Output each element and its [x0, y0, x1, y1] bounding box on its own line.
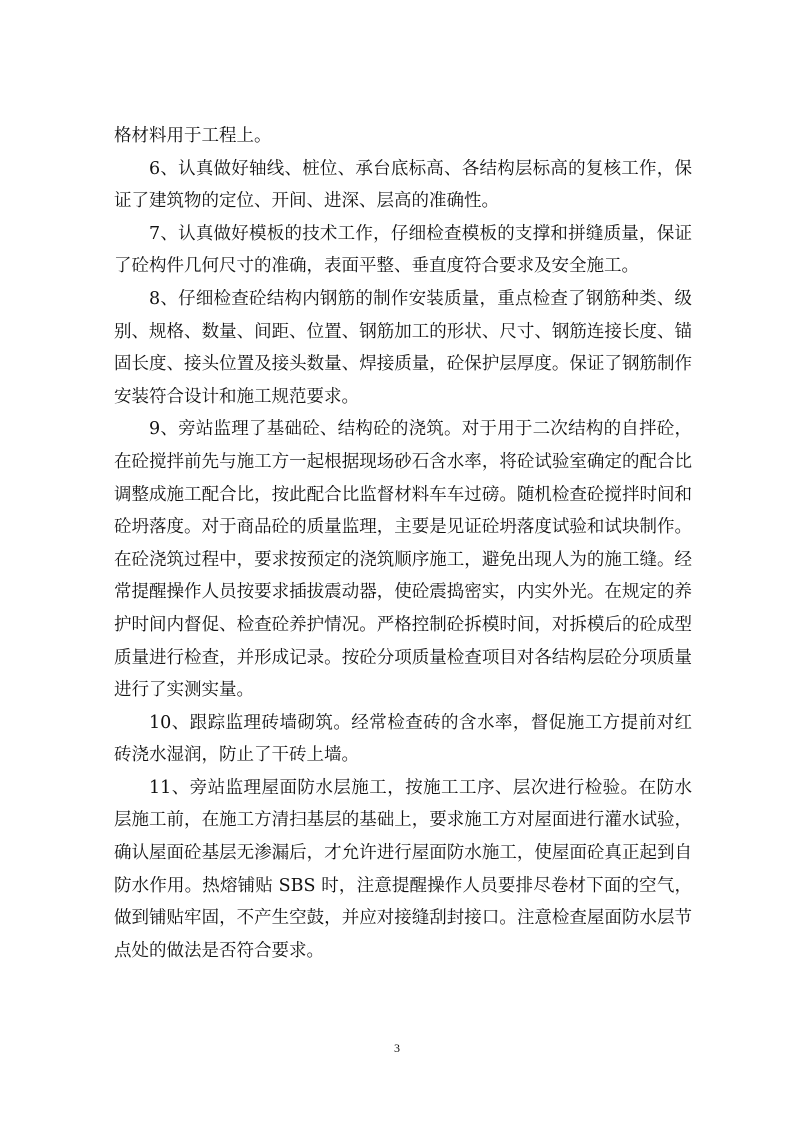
- paragraph-item-9: 9、旁站监理了基础砼、结构砼的浇筑。对于用于二次结构的自拌砼，在砼搅拌前先与施工方一起根据现场砂石含水率，将砼试验室确定的配合比调整成施工配合比，按此配合比监督材料车车过磅。随机检查砼搅拌时间和砼坍落度。对于商品砼的质量监理，主要是见证砼坍落度试验和试块制作。在砼浇筑过程中，要求按预定的浇筑顺序施工，避免出现人为的施工缝。经常提醒操作人员按要求插拔震动器，使砼震捣密实，内实外光。在规定的养护时间内督促、检查砼养护情况。严格控制砼拆模时间，对拆模后的砼成型质量进行检查，并形成记录。按砼分项质量检查项目对各结构层砼分项质量进行了实测实量。: [114, 419, 692, 701]
- paragraph-item-8: 8、仔细检查砼结构内钢筋的制作安装质量，重点检查了钢筋种类、级别、规格、数量、间距、位置、钢筋加工的形状、尺寸、钢筋连接长度、锚固长度、接头位置及接头数量、焊接质量，砼保护层厚度。保证了钢筋制作安装符合设计和施工规范要求。: [114, 288, 692, 407]
- paragraph-continuation: 格材料用于工程上。: [114, 126, 272, 146]
- paragraph-item-10: 10、跟踪监理砖墙砌筑。经常检查砖的含水率，督促施工方提前对红砖浇水湿润，防止了干砖上墙。: [114, 712, 692, 766]
- paragraph-item-11: 11、旁站监理屋面防水层施工，按施工工序、层次进行检验。在防水层施工前，在施工方清扫基层的基础上，要求施工方对屋面进行灌水试验，确认屋面砼基层无渗漏后，才允许进行屋面防水施工，使屋面砼真正起到自防水作用。热熔铺贴 SBS 时，注意提醒操作人员要排尽卷材下面的空气，做到铺贴牢固，不产生空鼓，并应对接缝刮封接口。注意检查屋面防水层节点处的做法是否符合要求。: [114, 777, 692, 961]
- paragraph-item-6: 6、认真做好轴线、桩位、承台底标高、各结构层标高的复核工作，保证了建筑物的定位、开间、进深、层高的准确性。: [114, 158, 692, 212]
- paragraph-item-7: 7、认真做好模板的技术工作，仔细检查模板的支撑和拼缝质量，保证了砼构件几何尺寸的准确，表面平整、垂直度符合要求及安全施工。: [114, 223, 692, 277]
- page-number: 3: [394, 1041, 400, 1055]
- body-text: [114, 120, 692, 967]
